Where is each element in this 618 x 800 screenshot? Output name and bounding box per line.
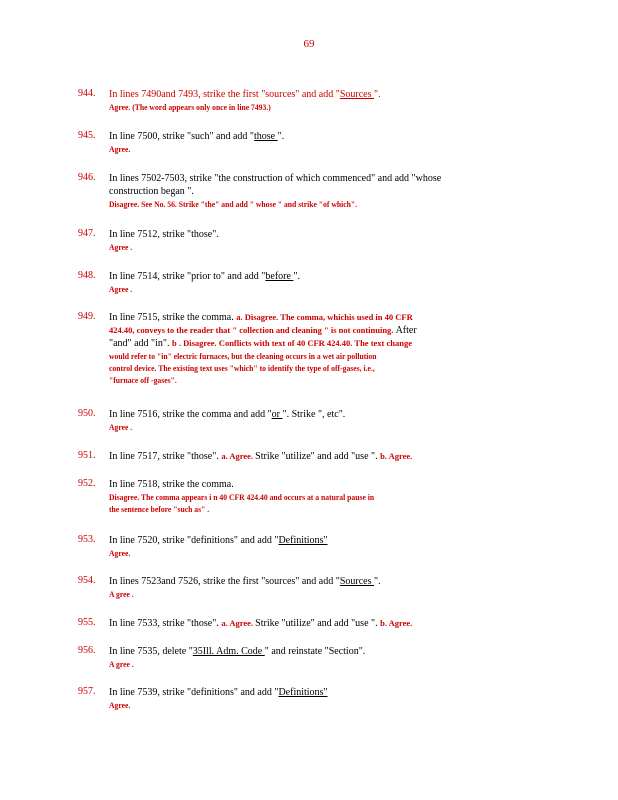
item-body <box>109 478 514 515</box>
page-number: 69 <box>303 38 315 50</box>
item-body <box>109 172 514 210</box>
quoted-replacement: Sources <box>339 89 374 100</box>
amendment-instruction <box>109 575 514 588</box>
instruction-text: ". <box>373 576 381 587</box>
instruction-text: ". <box>293 271 301 282</box>
agency-response: Agree . <box>109 422 133 432</box>
instruction-text: In lines 7502-7503, strike "the construction of which commenced" and add "whose <box>109 173 442 184</box>
quoted-replacement: Sources <box>339 576 374 587</box>
agency-response: Agree. (The word appears only once in line 7493.) <box>109 102 271 112</box>
amendment-instruction <box>109 617 514 630</box>
amendment-instruction <box>109 88 514 101</box>
item-number: 952. <box>78 478 96 489</box>
agency-response: control device. The existing text uses "which" to identify the type of off-gases, i.e., <box>109 363 375 373</box>
amendment-instruction <box>109 172 514 185</box>
agency-response: Agree . <box>109 242 133 252</box>
agency-response: Disagree. The comma appears i n 40 CFR 424.40 and occurs at a natural pause in <box>109 492 375 502</box>
amendment-instruction <box>109 686 514 699</box>
item-body <box>109 408 514 433</box>
instruction-text: construction began ". <box>109 186 194 197</box>
item-body <box>109 311 514 386</box>
item-number: 953. <box>78 534 96 545</box>
instruction-text: ". <box>373 89 381 100</box>
agency-response-inline: a. Agree. <box>221 451 256 461</box>
amendment-instruction <box>109 311 514 324</box>
item-number: 957. <box>78 686 96 697</box>
item-number: 945. <box>78 130 96 141</box>
amendment-instruction <box>109 324 514 337</box>
agency-response-inline: 424.40, conveys to the reader that " collection and cleaning " is not continuing. <box>109 325 396 335</box>
item-body <box>109 617 514 630</box>
item-number: 948. <box>78 270 96 281</box>
item-body <box>109 534 514 559</box>
agency-response: would refer to "in" electric furnaces, but the cleaning occurs in a wet air pollution <box>109 351 377 361</box>
instruction-text: In line 7535, delete " <box>109 646 193 657</box>
item-body <box>109 645 514 670</box>
instruction-text: In line 7512, strike "those". <box>109 229 219 240</box>
instruction-text: In line 7518, strike the comma. <box>109 479 234 490</box>
amendment-instruction <box>109 478 514 491</box>
item-number: 946. <box>78 172 96 183</box>
agency-response-inline: b . Disagree. Conflicts with text of 40 CFR 424.40. The text change <box>171 338 413 348</box>
instruction-text: In line 7516, strike the comma and add " <box>109 409 272 420</box>
instruction-text: ". Strike ", etc". <box>282 409 346 420</box>
agency-response-inline: b. Agree. <box>380 618 413 628</box>
instruction-text: Strike "utilize" and add "use ". <box>255 451 381 462</box>
item-body <box>109 130 514 155</box>
item-body <box>109 228 514 253</box>
agency-response: Disagree. See No. 56. Strike "the" and add " whose " and strike "of which". <box>109 199 358 209</box>
item-number: 956. <box>78 645 96 656</box>
agency-response-inline: a. Agree. <box>221 618 256 628</box>
amendment-instruction <box>109 534 514 547</box>
amendment-instruction <box>109 185 514 198</box>
instruction-text: In line 7539, strike "definitions" and add " <box>109 687 279 698</box>
item-number: 951. <box>78 450 96 461</box>
agency-response: A gree . <box>109 659 134 669</box>
agency-response: Agree . <box>109 284 133 294</box>
agency-response: the sentence before "such as" . <box>109 504 210 514</box>
agency-response: "furnace off -gases". <box>109 375 177 385</box>
quoted-replacement: Definitions" <box>278 687 328 698</box>
item-number: 949. <box>78 311 96 322</box>
quoted-replacement: or <box>271 409 283 420</box>
agency-response: A gree . <box>109 589 134 599</box>
item-number: 947. <box>78 228 96 239</box>
instruction-text: In line 7515, strike the comma. <box>109 312 237 323</box>
instruction-text: After <box>395 325 417 336</box>
instruction-text: In line 7517, strike "those". <box>109 451 222 462</box>
instruction-text: In line 7533, strike "those". <box>109 618 222 629</box>
instruction-text: ". <box>277 131 285 142</box>
instruction-text: " and reinstate "Section". <box>264 646 366 657</box>
agency-response-inline: b. Agree. <box>380 451 413 461</box>
instruction-text: In line 7520, strike "definitions" and add " <box>109 535 279 546</box>
amendment-instruction <box>109 130 514 143</box>
instruction-text: In lines 7490and 7493, strike the first "sources" and add " <box>109 89 340 100</box>
agency-response-inline: a. Disagree. The comma, whichis used in 40 CFR <box>236 312 413 322</box>
agency-response: Agree. <box>109 700 131 710</box>
amendment-instruction <box>109 337 514 350</box>
item-body <box>109 575 514 600</box>
item-body <box>109 88 514 113</box>
quoted-replacement: Definitions" <box>278 535 328 546</box>
item-body <box>109 270 514 295</box>
amendment-instruction <box>109 645 514 658</box>
amendment-instruction <box>109 408 514 421</box>
item-body <box>109 450 514 463</box>
quoted-replacement: before <box>265 271 294 282</box>
item-number: 954. <box>78 575 96 586</box>
instruction-text: "and" add "in". <box>109 338 172 349</box>
agency-response: Agree. <box>109 548 131 558</box>
instruction-text: In lines 7523and 7526, strike the first "sources" and add " <box>109 576 340 587</box>
instruction-text: Strike "utilize" and add "use ". <box>255 618 381 629</box>
quoted-replacement: those <box>254 131 278 142</box>
amendment-instruction <box>109 270 514 283</box>
amendment-instruction <box>109 228 514 241</box>
item-body <box>109 686 514 711</box>
item-number: 944. <box>78 88 96 99</box>
instruction-text: In line 7500, strike "such" and add " <box>109 131 254 142</box>
amendment-instruction <box>109 450 514 463</box>
item-number: 950. <box>78 408 96 419</box>
agency-response: Agree. <box>109 144 131 154</box>
quoted-replacement: 35Ill. Adm. Code <box>192 646 265 657</box>
instruction-text: In line 7514, strike "prior to" and add " <box>109 271 266 282</box>
item-number: 955. <box>78 617 96 628</box>
